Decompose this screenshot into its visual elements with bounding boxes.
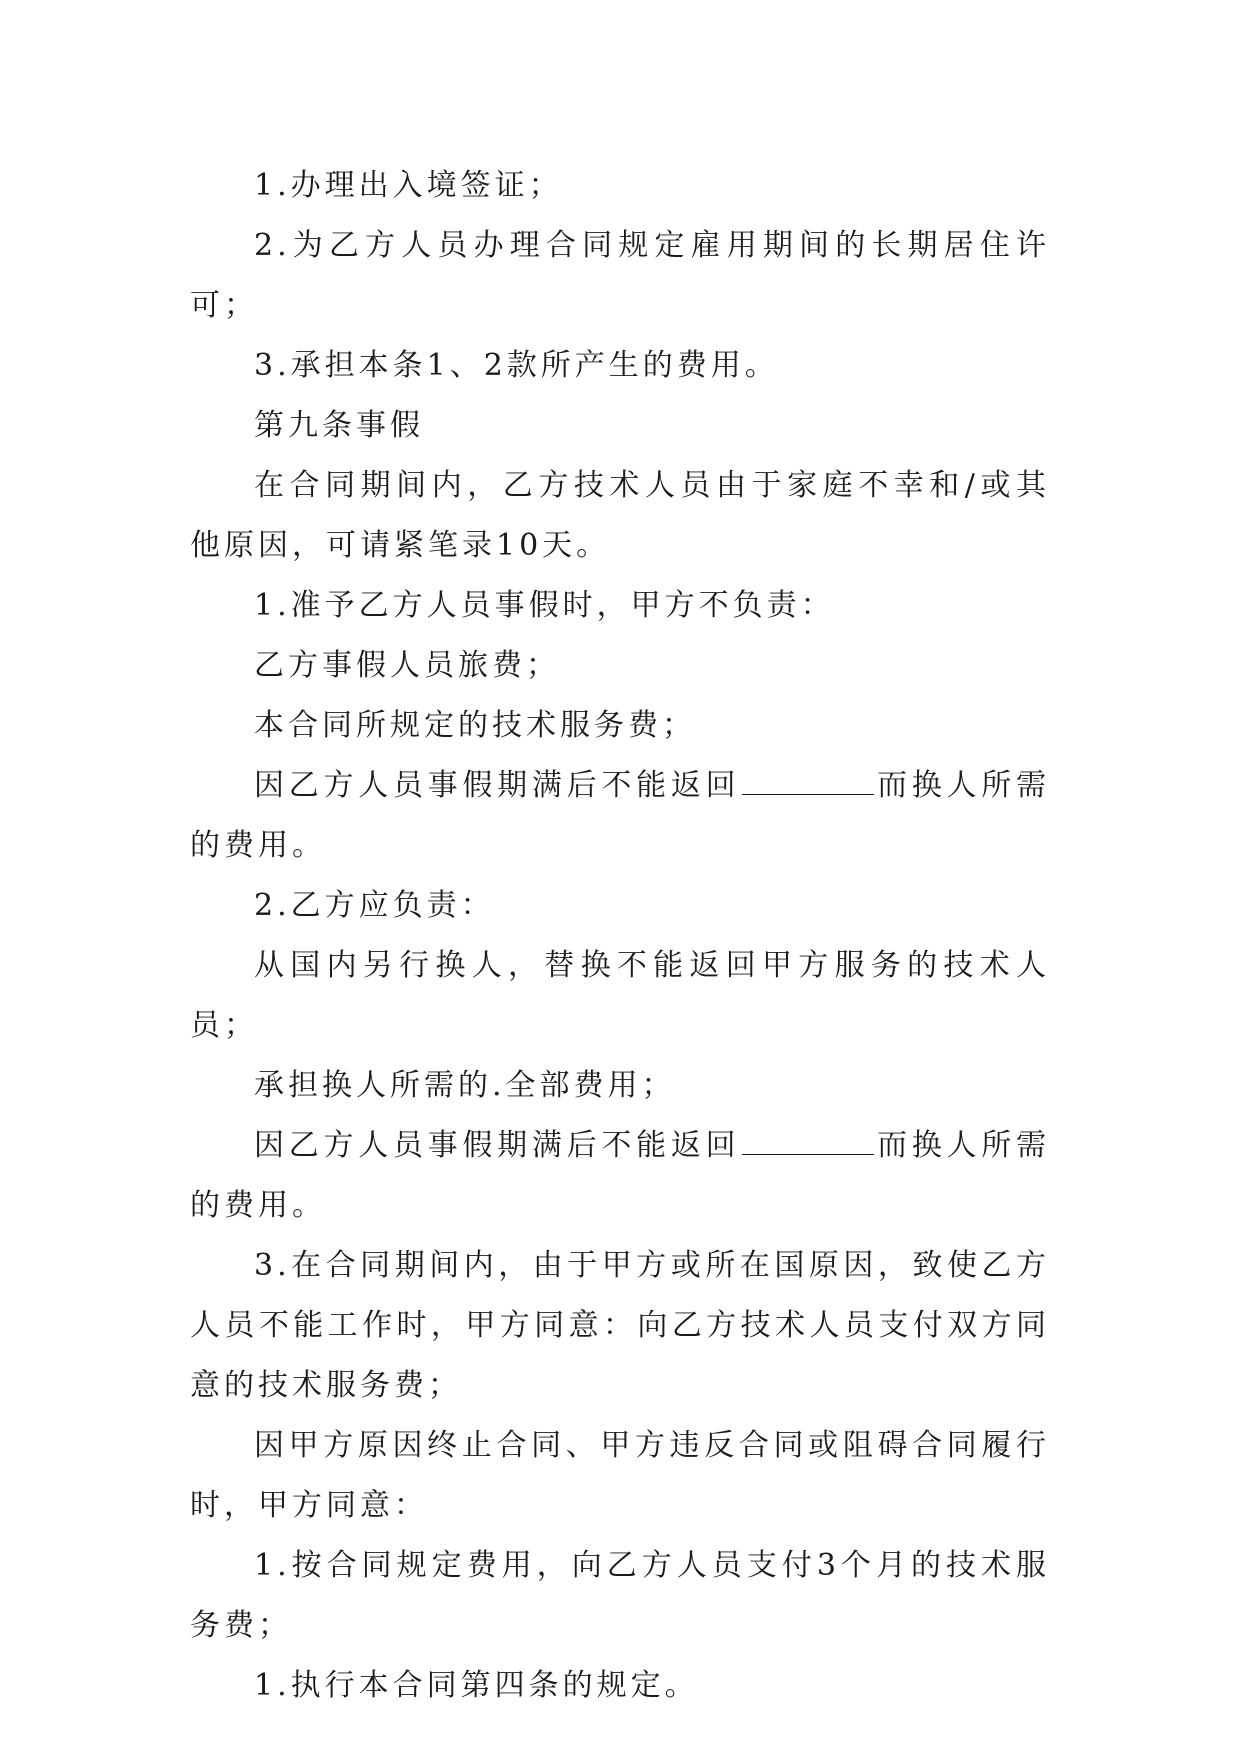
paragraph-item-2: 2.为乙方人员办理合同规定雇用期间的长期居住许可； <box>190 228 1050 323</box>
fill-in-blank <box>742 1126 874 1155</box>
paragraph-termination: 因甲方原因终止合同、甲方违反合同或阻碍合同履行时，甲方同意： <box>190 1428 1050 1523</box>
paragraph-item-1: 1.办理出入境签证； <box>254 168 563 203</box>
paragraph-clause-1: 1.准予乙方人员事假时，甲方不负责： <box>254 588 835 623</box>
paragraph-travel-expense: 乙方事假人员旅费； <box>254 648 560 683</box>
paragraph-item-3: 3.承担本条1、2款所产生的费用。 <box>254 348 779 383</box>
paragraph-text-before-blank: 因乙方人员事假期满后不能返回 <box>254 768 741 803</box>
paragraph-clause-3: 3.在合同期间内，由于甲方或所在国原因，致使乙方人员不能工作时，甲方同意：向乙方技术人员支付双方同意的技术服务费； <box>190 1248 1050 1403</box>
document-body <box>190 156 1050 1716</box>
paragraph-replacement-cost-2 <box>190 1116 1050 1236</box>
paragraph-service-fee: 本合同所规定的技术服务费； <box>254 708 696 743</box>
paragraph-replace-staff: 从国内另行换人，替换不能返回甲方服务的技术人员； <box>190 948 1050 1043</box>
paragraph-text-before-blank: 因乙方人员事假期满后不能返回 <box>254 1128 741 1163</box>
paragraph-pay-three-months: 1.按合同规定费用，向乙方人员支付3个月的技术服务费； <box>190 1548 1050 1643</box>
paragraph-text-after-blank: 而换人所需的费用。 <box>190 768 1051 863</box>
paragraph-bear-costs: 承担换人所需的.全部费用； <box>254 1068 676 1103</box>
paragraph-clause-2: 2.乙方应负责： <box>254 888 495 923</box>
fill-in-blank <box>742 766 874 795</box>
paragraph-replacement-cost-1 <box>190 756 1050 876</box>
paragraph-leave-intro: 在合同期间内，乙方技术人员由于家庭不幸和/或其他原因，可请紧笔录10天。 <box>190 468 1050 563</box>
paragraph-text-after-blank: 而换人所需的费用。 <box>190 1128 1051 1223</box>
section-heading-article-9: 第九条事假 <box>254 408 424 443</box>
paragraph-article-four: 1.执行本合同第四条的规定。 <box>254 1668 699 1703</box>
